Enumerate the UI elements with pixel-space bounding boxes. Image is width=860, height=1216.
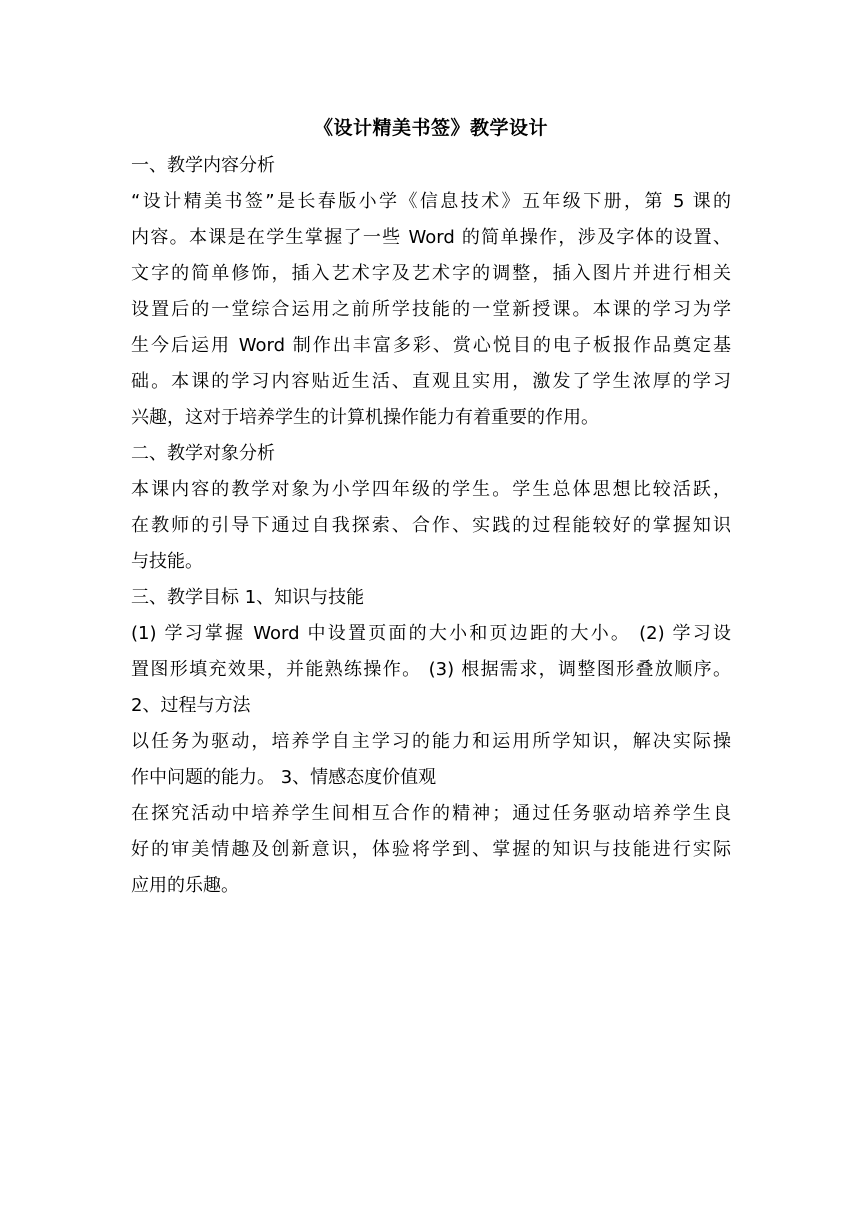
section-heading-student-analysis: 二、教学对象分析 xyxy=(131,443,275,464)
paragraph-line: 置图形填充效果，并能熟练操作。 (3) 根据需求，调整图形叠放顺序。 xyxy=(131,659,731,680)
paragraph-line: 在探究活动中培养学生间相互合作的精神；通过任务驱动培养学生良 xyxy=(131,803,731,824)
paragraph-line: 础。本课的学习内容贴近生活、直观且实用，激发了学生浓厚的学习 xyxy=(131,371,731,392)
document-title: 《设计精美书签》教学设计 xyxy=(313,117,548,139)
document-page xyxy=(131,108,731,904)
subheading-process-methods: 2、过程与方法 xyxy=(131,695,251,716)
paragraph-line: 应用的乐趣。 xyxy=(131,875,239,896)
paragraph-line: 文字的简单修饰，插入艺术字及艺术字的调整，插入图片并进行相关 xyxy=(131,263,731,284)
section-heading-teaching-goals: 三、教学目标 1、知识与技能 xyxy=(131,587,365,608)
paragraph-line: (1) 学习掌握 Word 中设置页面的大小和页边距的大小。 (2) 学习设 xyxy=(131,623,731,644)
paragraph-line: “设计精美书签”是长春版小学《信息技术》五年级下册，第 5 课的 xyxy=(131,191,731,212)
paragraph-line: 作中问题的能力。 3、情感态度价值观 xyxy=(131,767,437,788)
paragraph-line: 以任务为驱动，培养学自主学习的能力和运用所学知识，解决实际操 xyxy=(131,731,731,752)
paragraph-line: 设置后的一堂综合运用之前所学技能的一堂新授课。本课的学习为学 xyxy=(131,299,731,320)
section-heading-content-analysis: 一、教学内容分析 xyxy=(131,155,275,176)
paragraph-line: 兴趣，这对于培养学生的计算机操作能力有着重要的作用。 xyxy=(131,407,599,428)
paragraph-line: 本课内容的教学对象为小学四年级的学生。学生总体思想比较活跃， xyxy=(131,479,731,500)
paragraph-line: 在教师的引导下通过自我探索、合作、实践的过程能较好的掌握知识 xyxy=(131,515,731,536)
paragraph-line: 内容。本课是在学生掌握了一些 Word 的简单操作，涉及字体的设置、 xyxy=(131,227,731,248)
paragraph-line: 好的审美情趣及创新意识，体验将学到、掌握的知识与技能进行实际 xyxy=(131,839,731,860)
paragraph-line: 与技能。 xyxy=(131,551,203,572)
paragraph-line: 生今后运用 Word 制作出丰富多彩、赏心悦目的电子板报作品奠定基 xyxy=(131,335,731,356)
